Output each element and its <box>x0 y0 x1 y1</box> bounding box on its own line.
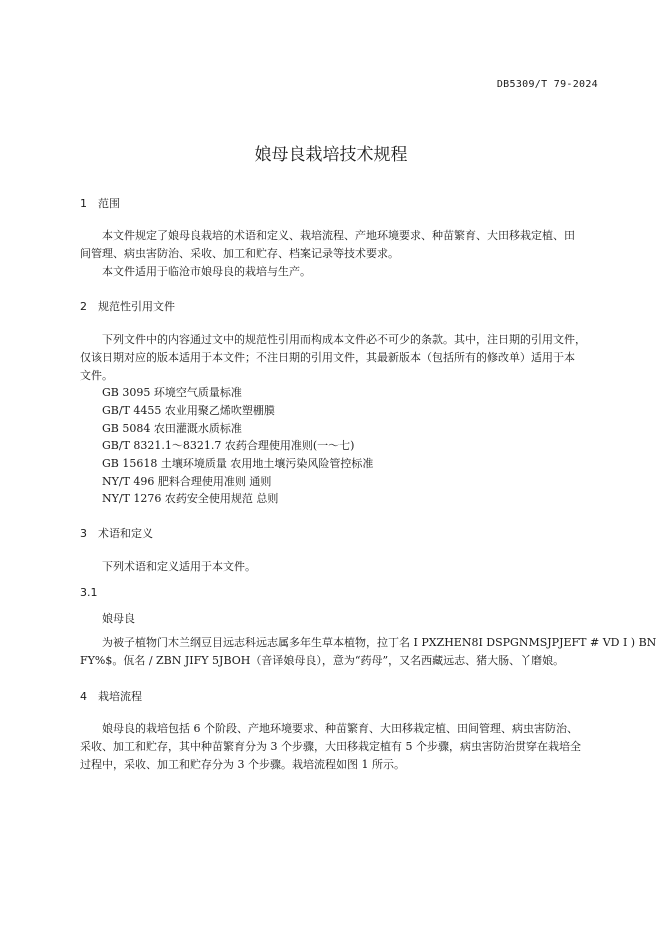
term-name: 娘母良 <box>102 612 135 625</box>
reference-item: GB 3095 环境空气质量标准 <box>102 386 242 399</box>
paragraph-line: 过程中，采收、加工和贮存分为 3 个步骤。栽培流程如图 1 所示。 <box>80 758 405 771</box>
reference-item: GB 5084 农田灌溉水质标准 <box>102 422 242 435</box>
section-number: 4 <box>80 690 87 703</box>
section-number: 2 <box>80 300 87 313</box>
definition-line: 为被子植物门木兰纲豆目远志科远志属多年生草本植物，拉丁名 I PXZHEN8I DSPGNMSJPJEFT # VD I ) BN <box>102 636 657 649</box>
section-2-heading <box>80 298 175 314</box>
section-number: 1 <box>80 197 87 210</box>
section-1-heading <box>80 195 120 211</box>
definition-line: FY%$。佤名 / ZBN JIFY 5JBOH（音译娘母良），意为“药母”，又名西藏远志、猪大肠、丫磨娘。 <box>80 654 565 667</box>
page-title: 娘母良栽培技术规程 <box>254 145 408 165</box>
document-id: DB5309/T 79-2024 <box>496 79 598 90</box>
paragraph-line: 间管理、病虫害防治、采收、加工和贮存、档案记录等技术要求。 <box>80 247 399 260</box>
reference-item: NY/T 1276 农药安全使用规范 总则 <box>102 492 279 505</box>
paragraph-line: 下列文件中的内容通过文中的规范性引用而构成本文件必不可少的条款。其中，注日期的引用文件， <box>102 333 586 346</box>
reference-item: GB/T 8321.1～8321.7 农药合理使用准则(一～七) <box>102 439 355 452</box>
paragraph-line: 下列术语和定义适用于本文件。 <box>102 560 256 573</box>
paragraph-line: 本文件适用于临沧市娘母良的栽培与生产。 <box>102 265 311 278</box>
paragraph-line: 仅该日期对应的版本适用于本文件；不注日期的引用文件，其最新版本（包括所有的修改单）适用于本 <box>80 351 575 364</box>
paragraph-line: 文件。 <box>80 369 113 382</box>
section-title: 术语和定义 <box>98 527 153 540</box>
reference-item: NY/T 496 肥料合理使用准则 通则 <box>102 475 272 488</box>
paragraph-line: 本文件规定了娘母良栽培的术语和定义、栽培流程、产地环境要求、种苗繁育、大田移栽定植、田 <box>102 229 575 242</box>
section-title: 栽培流程 <box>98 690 142 703</box>
paragraph-line: 采收、加工和贮存，其中种苗繁育分为 3 个步骤，大田移栽定植有 5 个步骤，病虫害防治贯穿在栽培全 <box>80 740 581 753</box>
section-4-heading <box>80 688 142 704</box>
reference-item: GB/T 4455 农业用聚乙烯吹塑棚膜 <box>102 404 275 417</box>
section-3-heading <box>80 525 153 541</box>
section-title: 范围 <box>98 197 120 210</box>
section-title: 规范性引用文件 <box>98 300 175 313</box>
paragraph-line: 娘母良的栽培包括 6 个阶段、产地环境要求、种苗繁育、大田移栽定植、田间管理、病虫害防治、 <box>102 722 578 735</box>
reference-item: GB 15618 土壤环境质量 农用地土壤污染风险管控标准 <box>102 457 374 470</box>
subsection-number: 3.1 <box>80 586 98 599</box>
section-number: 3 <box>80 527 87 540</box>
